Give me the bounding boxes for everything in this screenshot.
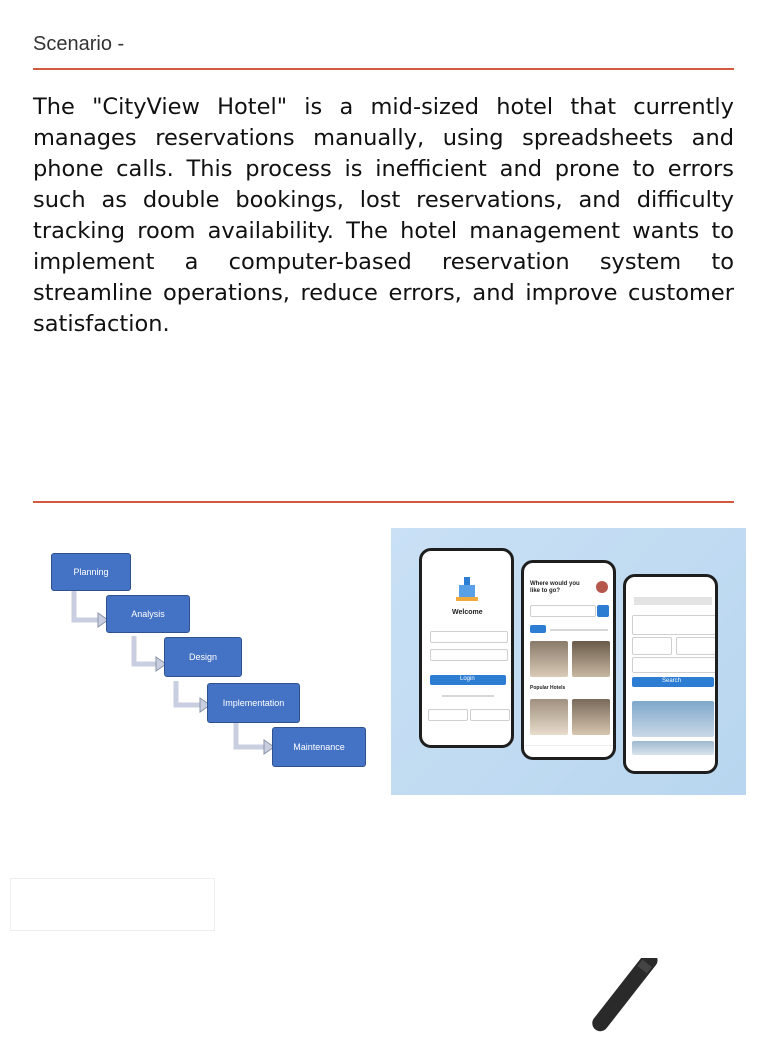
- bottom-nav: [524, 745, 616, 746]
- phone-home-screen: [521, 560, 616, 760]
- hotel-photo-2: [572, 641, 610, 677]
- app-mockup-image: [391, 528, 746, 795]
- hotel-building-photo-2: [632, 741, 714, 755]
- step-analysis: Analysis: [106, 595, 190, 633]
- avatar: [596, 581, 608, 593]
- divider-bottom: [33, 501, 734, 503]
- tab-hotel: [530, 625, 546, 633]
- popular-label: Popular Hotels: [530, 685, 566, 691]
- step-planning: Planning: [51, 553, 131, 591]
- checkin-field: [632, 637, 672, 655]
- stylus-pen-icon: [560, 958, 670, 1038]
- divider-top: [33, 68, 734, 70]
- login-label: Login: [460, 676, 475, 682]
- step-implementation: Implementation: [207, 683, 300, 723]
- scenario-paragraph: The "CityView Hotel" is a mid-sized hotel that currently manages reservations manually, using spreadsheets and phone calls. This process is inefficient and prone to errors such as double bookings, lost reservations, and difficulty tracking room availability. The hotel management wants to implement a computer-based reservation system to streamline operations, reduce errors, and improve customer satisfaction.: [33, 94, 734, 337]
- google-login-button: [428, 709, 468, 721]
- search-label: Search: [662, 678, 682, 684]
- greeting-text: Where would you like to go?: [530, 581, 580, 594]
- tab-strip: [550, 629, 608, 631]
- hotel-photo-3: [530, 699, 568, 735]
- hotel-photo-4: [572, 699, 610, 735]
- phone-booking-screen: [623, 574, 718, 774]
- facebook-login-button: [470, 709, 510, 721]
- welcome-title: Welcome: [452, 609, 483, 616]
- search-icon: [597, 605, 609, 617]
- username-field: [430, 631, 508, 643]
- checkout-field: [676, 637, 716, 655]
- separator-line: [442, 695, 494, 697]
- password-field: [430, 649, 508, 661]
- hotel-building-photo: [632, 701, 714, 737]
- section-heading: Scenario -: [33, 33, 125, 55]
- step-maintenance: Maintenance: [272, 727, 366, 767]
- hotel-logo-icon: [456, 575, 478, 603]
- location-field: [632, 615, 716, 635]
- category-icons: [634, 597, 712, 605]
- phone-login-screen: [419, 548, 514, 748]
- empty-box: [10, 878, 215, 931]
- guests-field: [632, 657, 716, 673]
- search-field: [530, 605, 596, 617]
- step-design: Design: [164, 637, 242, 677]
- hotel-photo-1: [530, 641, 568, 677]
- waterfall-diagram: [36, 538, 376, 784]
